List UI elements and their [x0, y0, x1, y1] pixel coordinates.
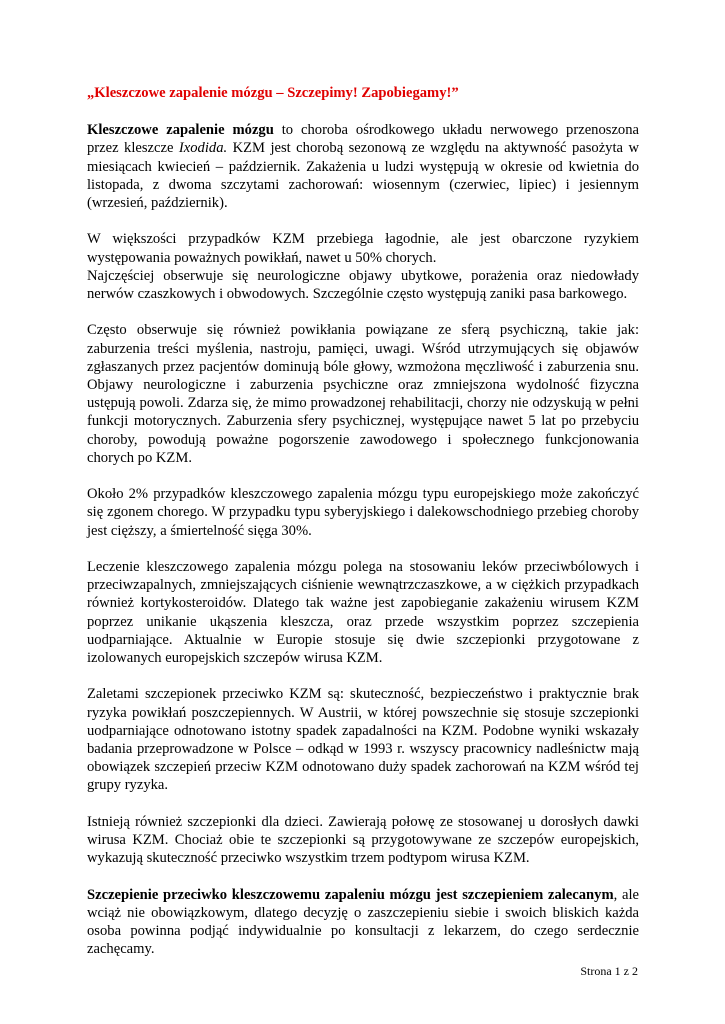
- intro-lead: Kleszczowe zapalenie mózgu: [87, 122, 274, 139]
- intro-text-1: to choroba ośrodkowego układu nerwowego przenoszona przez kleszcze: [87, 122, 639, 157]
- intro-species: Ixodida.: [178, 140, 228, 157]
- document-title: „Kleszczowe zapalenie mózgu – Szczepimy! Zapobiegamy!”: [87, 85, 459, 101]
- paragraph-mortality: Około 2% przypadków kleszczowego zapalenia mózgu typu europejskiego może zakończyć się zgonem chorego. W przypadku typu syberyjskiego i dalekowschodniego przebieg choroby jest cięższy, a śmiertelność sięga 30%.: [87, 486, 639, 539]
- paragraph-treatment: Leczenie kleszczowego zapalenia mózgu polega na stosowaniu leków przeciwbólowych i przeciwzapalnych, zmniejszających ciśnienie wewnątrzczaszkowe, a w ciężkich przypadkach również kortykosteroidów. Dlatego tak ważne jest zapobieganie zakażeniu wirusem KZM poprzez unikanie ukąszenia kleszcza, oraz przede wszystkim poprzez szczepienia uodparniające. Aktualnie w Europie stosuje się dwie szczepionki przygotowane z izolowanych europejskich szczepów wirusa KZM.: [87, 559, 639, 667]
- paragraph-recommendation: [87, 886, 639, 959]
- document-body: [87, 84, 639, 958]
- paragraph-complications: W większości przypadków KZM przebiega łagodnie, ale jest obarczone ryzykiem występowania poważnych powikłań, nawet u 50% chorych.: [87, 231, 639, 266]
- intro-text-2: KZM jest chorobą sezonową ze względu na aktywność pasożyta w miesiącach kwiecień – październik. Zakażenia u ludzi występują w okresie od kwietnia do listopada, z dwoma szczytami zachorowań: wiosennym (czerwiec, lipiec) i jesiennym (wrzesień, październik).: [87, 140, 639, 212]
- paragraph-child-vaccines: Istnieją również szczepionki dla dzieci. Zawierają połowę ze stosowanej u dorosłych dawki wirusa KZM. Chociaż obie te szczepionki są przygotowywane ze szczepów europejskich, wykazują skuteczność przeciwko wszystkim trzem podtypom wirusa KZM.: [87, 813, 639, 867]
- recommendation-lead: Szczepienie przeciwko kleszczowemu zapaleniu mózgu jest szczepieniem zalecanym: [87, 886, 614, 903]
- paragraph-psychological: Często obserwuje się również powikłania powiązane ze sferą psychiczną, takie jak: zaburzenia treści myślenia, nastroju, pamięci, uwagi. Wśród utrzymujących się objawów zgłaszanych przez pacjentów dominują bóle głowy, wzmożona męczliwość i zaburzenia snu. Objawy neurologiczne i zaburzenia psychiczne oraz zmniejszona wydolność fizyczna ustępują powoli. Zdarza się, że mimo prowadzonej rehabilitacji, chorzy nie odzyskują w pełni funkcji motorycznych. Zaburzenia sfery psychicznej, występujące nawet 5 lat po przebyciu choroby, powodują poważne pogorszenie zawodowego i społecznego funkcjonowania chorych po KZM.: [87, 322, 639, 466]
- paragraph-vaccine-benefits: Zaletami szczepionek przeciwko KZM są: skuteczność, bezpieczeństwo i praktycznie brak ryzyka powikłań poszczepiennych. W Austrii, w której powszechnie się stosuje szczepionki uodparniające odnotowano istotny spadek zapadalności na KZM. Podobne wyniki wskazały badania przeprowadzone w Polsce – odkąd w 1993 r. wszyscy pracownicy nadleśnictw mają obowiązek szczepień przeciw KZM odnotowano duży spadek zachorowań na KZM wśród tej grupy ryzyka.: [87, 686, 639, 794]
- paragraph-intro: [87, 121, 639, 212]
- recommendation-text: , ale wciąż nie obowiązkowym, dlatego decyzję o zaszczepieniu siebie i swoich bliskich każda osoba powinna podjąć indywidualnie po konsultacji z lekarzem, do czego serdecznie zachęcamy.: [87, 886, 639, 958]
- paragraph-neurological: Najczęściej obserwuje się neurologiczne objawy ubytkowe, porażenia oraz niedowłady nerwów czaszkowych i obwodowych. Szczególnie często występują zaniki pasa barkowego.: [87, 267, 639, 303]
- page-number: Strona 1 z 2: [580, 964, 638, 978]
